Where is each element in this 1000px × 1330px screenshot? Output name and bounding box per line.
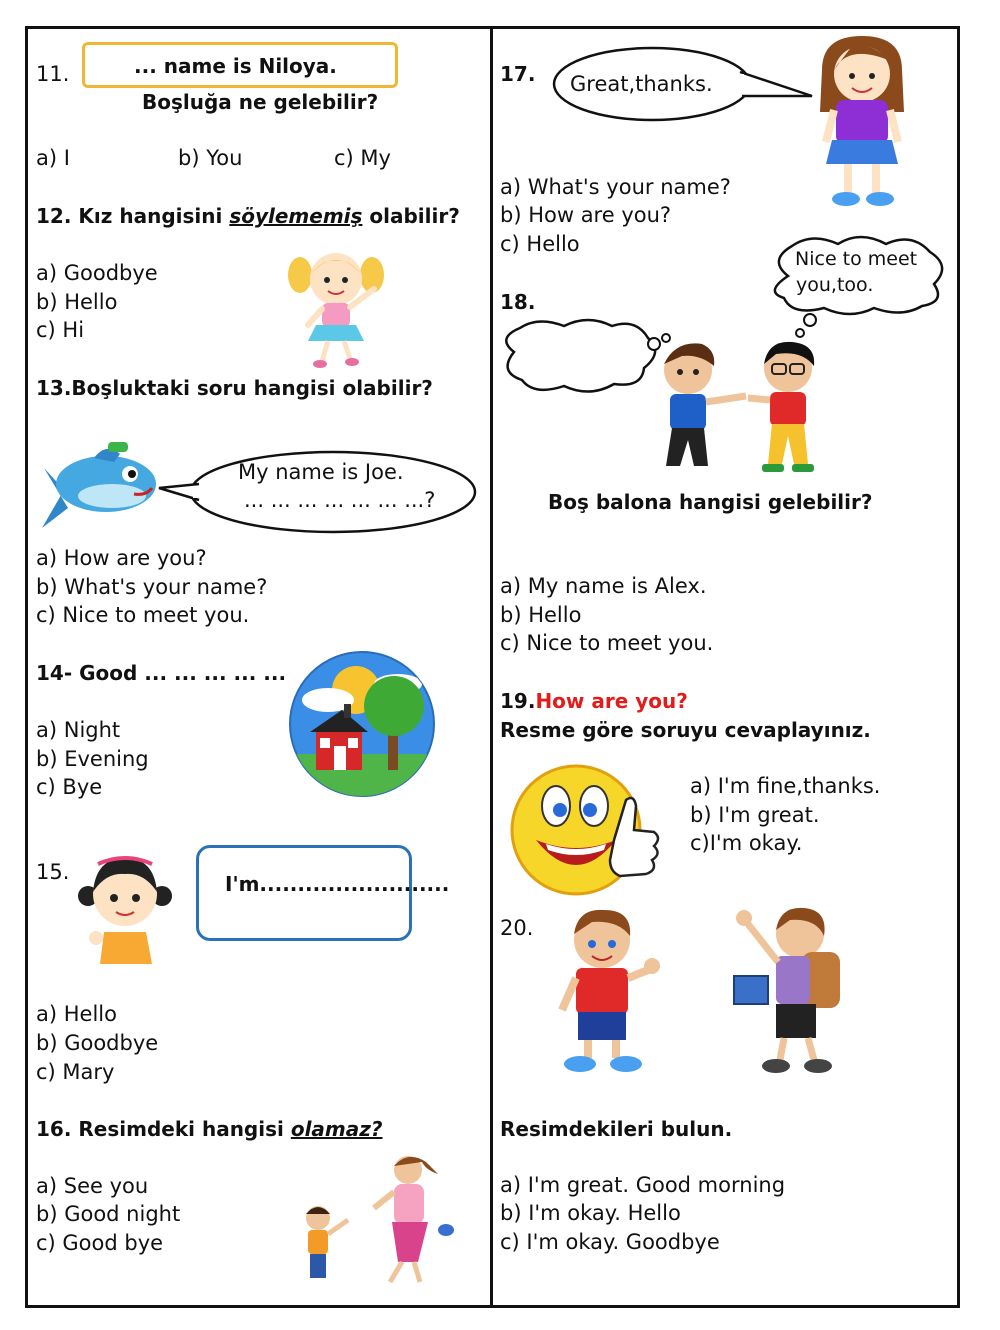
q18-option-c[interactable]: c) Nice to meet you. xyxy=(500,631,714,655)
q20-option-b[interactable]: b) I'm okay. Hello xyxy=(500,1201,681,1225)
q19-option-a[interactable]: a) I'm fine,thanks. xyxy=(690,774,881,798)
q15-number: 15. xyxy=(36,860,70,884)
q11-box-text: ... name is Niloya. xyxy=(134,54,337,78)
q16-option-c[interactable]: c) Good bye xyxy=(36,1231,164,1255)
q13-bubble-line1: My name is Joe. xyxy=(238,460,404,484)
girl-purple-shirt-illustration xyxy=(812,34,912,209)
q19-option-b[interactable]: b) I'm great. xyxy=(690,803,820,827)
q15-option-a[interactable]: a) Hello xyxy=(36,1002,117,1026)
q13-prompt: 13.Boşluktaki soru hangisi olabilir? xyxy=(36,376,433,400)
q14-option-a[interactable]: a) Night xyxy=(36,718,121,742)
mother-and-boy-waving-illustration xyxy=(290,1150,465,1290)
q17-option-c[interactable]: c) Hello xyxy=(500,232,580,256)
q17-number: 17. xyxy=(500,62,536,86)
q12-option-b[interactable]: b) Hello xyxy=(36,290,118,314)
q15-option-c[interactable]: c) Mary xyxy=(36,1060,115,1084)
q19-option-c[interactable]: c)I'm okay. xyxy=(690,831,803,855)
q17-option-b[interactable]: b) How are you? xyxy=(500,203,672,227)
q20-number: 20. xyxy=(500,916,534,940)
q20-prompt: Resimdekileri bulun. xyxy=(500,1117,733,1141)
q18-option-a[interactable]: a) My name is Alex. xyxy=(500,574,707,598)
q18-prompt: Boş balona hangisi gelebilir? xyxy=(548,490,873,514)
q19-prompt: Resme göre soruyu cevaplayınız. xyxy=(500,718,871,742)
boy-thumbs-up-illustration xyxy=(552,904,664,1074)
q13-bubble-line2: ... ... ... ... ... ... ...? xyxy=(244,488,436,512)
q20-option-a[interactable]: a) I'm great. Good morning xyxy=(500,1173,786,1197)
q15-box-text: I'm......................... xyxy=(225,872,450,896)
q19-number: 19. xyxy=(500,689,536,713)
q16-prompt-emphasis: olamaz? xyxy=(290,1117,383,1141)
girl-pointing-illustration xyxy=(74,852,176,964)
q20-option-c[interactable]: c) I'm okay. Goodbye xyxy=(500,1230,720,1254)
q11-option-b[interactable]: b) You xyxy=(178,146,243,170)
q12-option-c[interactable]: c) Hi xyxy=(36,318,85,342)
q16-prompt xyxy=(36,1117,383,1141)
q11-prompt: Boşluğa ne gelebilir? xyxy=(142,90,379,114)
q13-option-c[interactable]: c) Nice to meet you. xyxy=(36,603,250,627)
q12-prompt-emphasis: söylememiş xyxy=(229,204,363,228)
q13-option-a[interactable]: a) How are you? xyxy=(36,546,207,570)
q16-option-b[interactable]: b) Good night xyxy=(36,1202,181,1226)
q16-option-a[interactable]: a) See you xyxy=(36,1174,149,1198)
q11-option-a[interactable]: a) I xyxy=(36,146,70,170)
q13-option-b[interactable]: b) What's your name? xyxy=(36,575,268,599)
q19-heading xyxy=(500,689,688,713)
two-boys-meeting-illustration xyxy=(636,336,846,476)
q14-option-c[interactable]: c) Bye xyxy=(36,775,103,799)
fish-illustration xyxy=(34,438,158,534)
q15-option-b[interactable]: b) Goodbye xyxy=(36,1031,159,1055)
girl-waving-illustration xyxy=(280,245,390,370)
smiley-thumbs-up-illustration xyxy=(506,760,666,900)
q14-option-b[interactable]: b) Evening xyxy=(36,747,149,771)
q12-prompt-prefix: 12. Kız hangisini xyxy=(36,204,230,228)
q12-prompt xyxy=(36,204,460,228)
boy-waving-goodbye-illustration xyxy=(720,904,870,1076)
q16-prompt-prefix: 16. Resimdeki hangisi xyxy=(36,1117,291,1141)
q18-option-b[interactable]: b) Hello xyxy=(500,603,582,627)
q11-option-c[interactable]: c) My xyxy=(334,146,391,170)
q12-option-a[interactable]: a) Goodbye xyxy=(36,261,158,285)
q11-number: 11. xyxy=(36,62,70,86)
q19-question: How are you? xyxy=(535,689,688,713)
q18-number: 18. xyxy=(500,290,536,314)
q17-bubble-text: Great,thanks. xyxy=(570,72,713,96)
house-day-scene-illustration xyxy=(288,650,438,798)
q18-thought-line1: Nice to meet xyxy=(795,248,918,270)
q14-prompt: 14- Good ... ... ... ... ... xyxy=(36,661,287,685)
q12-prompt-suffix: olabilir? xyxy=(362,204,460,228)
q17-option-a[interactable]: a) What's your name? xyxy=(500,175,731,199)
q18-thought-line2: you,too. xyxy=(796,274,874,296)
